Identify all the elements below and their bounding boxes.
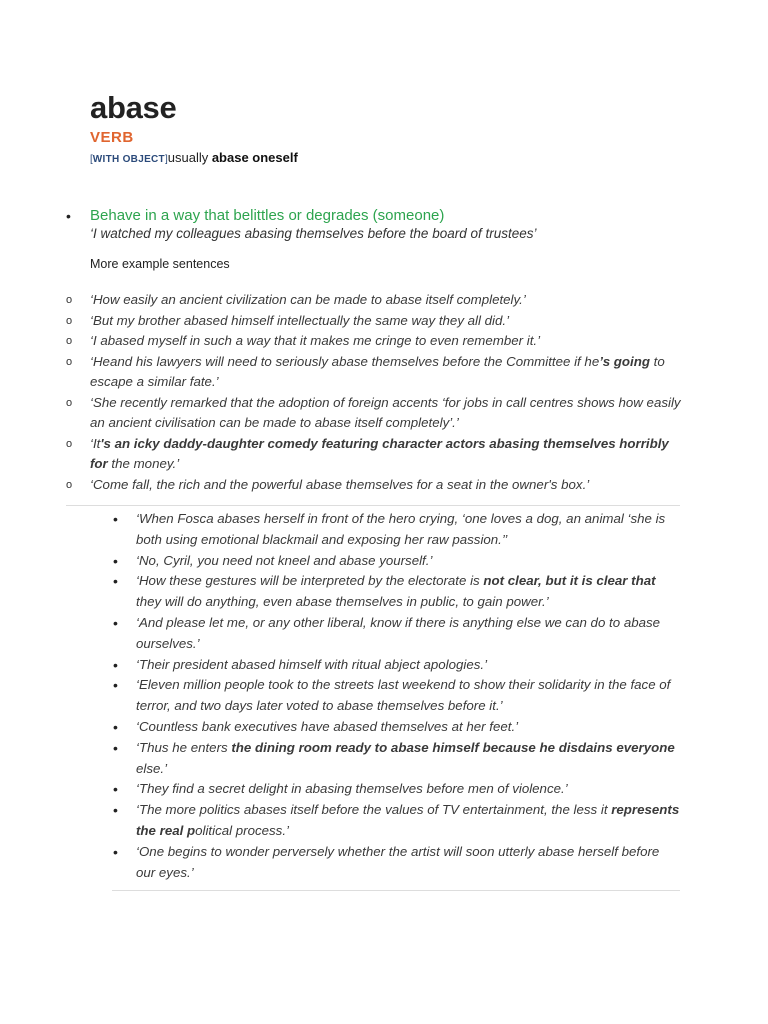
example-text: ‘No, Cyril, you need not kneel and abase yourself.’: [136, 552, 433, 568]
bullet-dot: •: [113, 843, 118, 860]
list-item: [112, 717, 682, 738]
example-text: ‘Heand his lawyers will need to seriously abase themselves before the Committee if he: [90, 353, 600, 369]
example-text: ‘Countless bank executives have abased themselves at her feet.’: [136, 718, 519, 734]
example-text: ‘And please let me, or any other liberal, know if there is anything else we can do to abase ourselves.’: [136, 614, 661, 651]
bullet-dot: •: [113, 656, 118, 673]
bullet-circle: o: [66, 396, 73, 409]
example-text: ‘They find a secret delight in abasing themselves before men of violence.’: [136, 781, 568, 797]
bullet-dot: •: [113, 614, 118, 631]
bullet-dot: •: [113, 552, 118, 569]
list-item: [112, 551, 682, 572]
list-item: [112, 509, 682, 551]
example-text: they will do anything, even abase themselves in public, to gain power.’: [136, 594, 549, 610]
example-text: ‘One begins to wonder perversely whether the artist will soon utterly abase herself before our eyes.’: [136, 843, 660, 880]
list-item: [66, 290, 686, 311]
example-text: ‘Eleven million people took to the streets last weekend to show their solidarity in the face of terror, and two days later voted to abase themselves before it.’: [136, 677, 671, 714]
headword: abase: [90, 90, 177, 125]
list-item: [112, 842, 682, 884]
bullet-circle: o: [66, 355, 73, 368]
list-item: [66, 434, 686, 475]
example-text-bold: ’s going: [599, 353, 650, 369]
example-text: ‘Come fall, the rich and the powerful abase themselves for a seat in the owner's box.’: [90, 476, 590, 492]
example-text: ‘How easily an ancient civilization can be made to abase itself completely.’: [90, 292, 526, 307]
grammar-phrase: abase oneself: [211, 150, 298, 165]
list-item: [66, 475, 686, 496]
example-text: ‘Thus he enters: [136, 739, 232, 755]
grammar-open-bracket: [: [90, 154, 93, 165]
bullet-dot: •: [113, 781, 118, 798]
list-item: [112, 800, 682, 842]
example-text: ‘It: [90, 435, 101, 451]
bullet-dot: •: [113, 511, 118, 527]
bullet-dot: •: [113, 677, 118, 694]
bullet-dot: •: [113, 573, 118, 590]
example-text: ‘Their president abased himself with ritual abject apologies.’: [136, 656, 488, 672]
list-item: [112, 571, 682, 613]
example-text: to escape a similar fate.’: [90, 353, 665, 389]
secondary-examples-list: [112, 509, 682, 883]
more-examples-label[interactable]: More example sentences: [90, 257, 230, 271]
bullet-circle: o: [66, 314, 73, 327]
grammar-note: [90, 150, 298, 165]
example-text: ‘But my brother abased himself intellectually the same way they all did.’: [90, 312, 510, 328]
example-text: olitical process.’: [195, 822, 289, 838]
example-text: the money.’: [107, 456, 180, 471]
list-item: [66, 352, 686, 393]
bullet-circle: o: [66, 437, 73, 450]
sense-bullet: •: [66, 208, 71, 224]
bullet-circle: o: [66, 335, 73, 347]
list-item: [112, 738, 682, 780]
bullet-dot: •: [113, 802, 118, 819]
example-text: ‘How these gestures will be interpreted by the electorate is: [136, 573, 484, 589]
bullet-circle: o: [66, 294, 73, 306]
list-item: [66, 331, 686, 352]
list-item: [112, 613, 682, 655]
part-of-speech: VERB: [90, 129, 134, 146]
divider: [66, 505, 680, 506]
example-text-bold: 's an icky daddy-daughter comedy featuring character actors abasing themselves horribly for: [90, 435, 669, 471]
example-text: else.’: [136, 760, 168, 776]
list-item: [112, 655, 682, 676]
bullet-dot: •: [113, 739, 118, 756]
list-item: [112, 675, 682, 717]
example-text-bold: represents the real p: [136, 802, 680, 838]
sense-example: ‘I watched my colleagues abasing themselves before the board of trustees’: [90, 226, 537, 241]
example-text-bold: the dining room ready to abase himself because he disdains everyone: [231, 739, 675, 755]
sense-definition: Behave in a way that belittles or degrades (someone): [90, 207, 445, 224]
list-item: [66, 311, 686, 332]
example-text: ‘I abased myself in such a way that it makes me cringe to even remember it.’: [90, 333, 541, 348]
grammar-tag: WITH OBJECT: [92, 154, 165, 165]
list-item: [112, 779, 682, 800]
example-text-bold: not clear, but it is clear that: [483, 573, 656, 589]
example-text: ‘When Fosca abases herself in front of the hero crying, ‘one loves a dog, an animal ‘she is both using emotional blackmail and exposing her raw passion.’’: [136, 511, 666, 547]
divider: [112, 890, 680, 891]
grammar-close-bracket: ]: [164, 154, 168, 165]
primary-examples-list: [66, 290, 686, 495]
bullet-dot: •: [113, 718, 118, 735]
example-text: ‘The more politics abases itself before the values of TV entertainment, the less it: [136, 802, 612, 818]
bullet-circle: o: [66, 478, 73, 491]
grammar-usually: usually: [167, 150, 212, 165]
example-text: ‘She recently remarked that the adoption of foreign accents ‘for jobs in call centres shows how easily an ancient civilisation can be made to abase itself completely’.’: [90, 394, 681, 430]
list-item: [66, 393, 686, 434]
